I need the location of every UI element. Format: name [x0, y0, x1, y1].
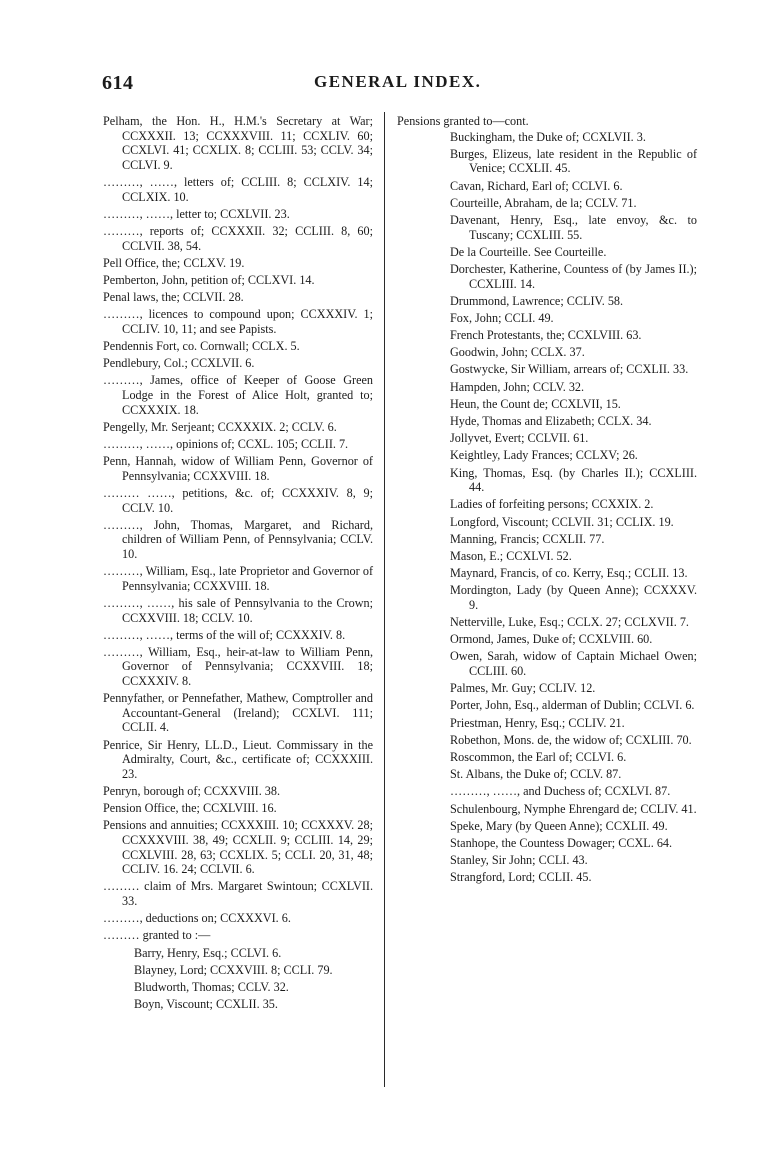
- index-entry: Mordington, Lady (by Queen Anne); CCXXXV. 9.: [450, 583, 697, 612]
- index-entry: ………, ……, and Duchess of; CCXLVI. 87.: [450, 784, 671, 799]
- index-entry: Pendennis Fort, co. Cornwall; CCLX. 5.: [103, 339, 300, 354]
- index-entry: Jollyvet, Evert; CCLVII. 61.: [450, 431, 589, 446]
- index-entry: St. Albans, the Duke of; CCLV. 87.: [450, 767, 622, 782]
- index-entry: ……… claim of Mrs. Margaret Swintoun; CCXLVII. 33.: [103, 879, 373, 908]
- index-entry: ………, William, Esq., late Proprietor and Governor of Pennsylvania; CCXXVIII. 18.: [103, 564, 373, 593]
- index-entry: ………, ……, letter to; CCXLVII. 23.: [103, 206, 290, 221]
- index-entry: ………, reports of; CCXXXII. 32; CCLIII. 8, 60; CCLVII. 38, 54.: [103, 223, 373, 253]
- index-entry: Pemberton, John, petition of; CCLXVI. 14.: [103, 272, 315, 287]
- index-entry: Davenant, Henry, Esq., late envoy, &c. to Tuscany; CCXLIII. 55.: [450, 212, 697, 242]
- index-entry: Penryn, borough of; CCXXVIII. 38.: [103, 784, 281, 798]
- index-entry: De la Courteille. See Courteille.: [450, 244, 607, 259]
- index-entry: Pengelly, Mr. Serjeant; CCXXXIX. 2; CCLV. 6.: [103, 419, 337, 434]
- index-entry: Keightley, Lady Frances; CCLXV; 26.: [450, 448, 638, 463]
- index-entry: ………, James, office of Keeper of Goose Green Lodge in the Forest of Alice Holt, granted to; CCXXXIX. 18.: [103, 373, 373, 417]
- index-entry: ……… ……, petitions, &c. of; CCXXXIV. 8, 9; CCLV. 10.: [103, 485, 373, 515]
- index-entry: Pennyfather, or Pennefather, Mathew, Comptroller and Accountant-General (Ireland); CCXLVI. 111; CCLII. 4.: [103, 691, 373, 735]
- index-entry: ………, ……, letters of; CCLIII. 8; CCLXIV. 14; CCLXIX. 10.: [103, 174, 373, 204]
- index-entry: ………, ……, opinions of; CCXL. 105; CCLII. 7.: [103, 437, 349, 451]
- index-entry: Dorchester, Katherine, Countess of (by James II.); CCXLIII. 14.: [450, 261, 697, 291]
- index-entry: Ladies of forfeiting persons; CCXXIX. 2.: [450, 497, 654, 512]
- index-entry: Stanhope, the Countess Dowager; CCXL. 64.: [450, 835, 673, 850]
- left-column: [103, 114, 373, 1014]
- index-entry: ………, ……, his sale of Pennsylvania to the Crown; CCXXVIII. 18; CCLV. 10.: [103, 595, 373, 625]
- index-entry: Blayney, Lord; CCXXVIII. 8; CCLI. 79.: [134, 962, 333, 977]
- index-entry: Stanley, Sir John; CCLI. 43.: [450, 853, 588, 868]
- index-entry: Ormond, James, Duke of; CCXLVIII. 60.: [450, 632, 653, 647]
- index-entry: ………, ……, terms of the will of; CCXXXIV. 8.: [103, 627, 346, 642]
- index-entry: Porter, John, Esq., alderman of Dublin; CCLVI. 6.: [450, 698, 695, 713]
- index-entry: King, Thomas, Esq. (by Charles II.); CCXLIII. 44.: [450, 465, 697, 495]
- index-entry: Priestman, Henry, Esq.; CCLIV. 21.: [450, 715, 625, 730]
- index-entry: Pendlebury, Col.; CCXLVII. 6.: [103, 356, 255, 371]
- index-entry: Boyn, Viscount; CCXLII. 35.: [134, 997, 278, 1012]
- index-entry: Robethon, Mons. de, the widow of; CCXLIII. 70.: [450, 732, 692, 747]
- index-entry: ………, William, Esq., heir-at-law to William Penn, Governor of Pennsylvania; CCXXVIII. 18; CCXXXIV. 8.: [103, 644, 373, 689]
- index-entry: Barry, Henry, Esq.; CCLVI. 6.: [134, 945, 282, 960]
- index-entry: Speke, Mary (by Queen Anne); CCXLII. 49.: [450, 818, 668, 833]
- index-entry: French Protestants, the; CCXLVIII. 63.: [450, 328, 642, 343]
- index-entry: ………, John, Thomas, Margaret, and Richard, children of William Penn, of Pennsylvania; CCLV. 10.: [103, 517, 373, 561]
- index-entry: Manning, Francis; CCXLII. 77.: [450, 531, 605, 546]
- index-entry: Bludworth, Thomas; CCLV. 32.: [134, 979, 289, 994]
- index-entry: Buckingham, the Duke of; CCXLVII. 3.: [450, 129, 646, 144]
- column-divider: [384, 112, 385, 1087]
- index-entry: Pension Office, the; CCXLVIII. 16.: [103, 801, 277, 816]
- index-entry: Longford, Viscount; CCLVII. 31; CCLIX. 19.: [450, 514, 674, 529]
- index-entry: Drummond, Lawrence; CCLIV. 58.: [450, 293, 624, 308]
- index-entry: Cavan, Richard, Earl of; CCLVI. 6.: [450, 178, 623, 193]
- index-entry: Goodwin, John; CCLX. 37.: [450, 345, 585, 360]
- index-entry: Palmes, Mr. Guy; CCLIV. 12.: [450, 681, 596, 696]
- index-entry: Pell Office, the; CCLXV. 19.: [103, 255, 245, 270]
- index-entry: Heun, the Count de; CCXLVII, 15.: [450, 396, 621, 411]
- index-entry: Mason, E.; CCXLVI. 52.: [450, 548, 572, 563]
- continued-heading: Pensions granted to—cont.: [397, 114, 529, 128]
- page-header: [102, 72, 702, 100]
- index-entry: Burges, Elizeus, late resident in the Republic of Venice; CCXLII. 45.: [450, 146, 697, 176]
- index-entry: ………, deductions on; CCXXXVI. 6.: [103, 911, 291, 926]
- index-entry: Hyde, Thomas and Elizabeth; CCLX. 34.: [450, 414, 652, 428]
- index-entry: Pelham, the Hon. H., H.M.'s Secretary at War; CCXXXII. 13; CCXXXVIII. 11; CCXLIV. 60; CCXLVI. 41; CCXLIX. 8; CCLIII. 53; CCLV. 34; CCLVI. 9.: [103, 114, 373, 172]
- index-entry: Strangford, Lord; CCLII. 45.: [450, 870, 592, 885]
- index-entry: Penrice, Sir Henry, LL.D., Lieut. Commissary in the Admiralty, Court, &c., certificate of; CCXXXIII. 23.: [103, 737, 373, 781]
- index-entry: Pensions and annuities; CCXXXIII. 10; CCXXXV. 28; CCXXXVIII. 38, 49; CCXLII. 9; CCLIII. 14, 29; CCXLVIII. 28, 63; CCXLIX. 5; CCLI. 20, 31, 48; CCLIV. 16. 24; CCLVII. 6.: [103, 818, 373, 877]
- index-entry: Penal laws, the; CCLVII. 28.: [103, 290, 244, 305]
- index-entry: Courteille, Abraham, de la; CCLV. 71.: [450, 195, 637, 210]
- index-entry: Hampden, John; CCLV. 32.: [450, 379, 585, 394]
- index-entry: Penn, Hannah, widow of William Penn, Governor of Pennsylvania; CCXXVIII. 18.: [103, 454, 373, 483]
- index-entry: Maynard, Francis, of co. Kerry, Esq.; CCLII. 13.: [450, 566, 688, 581]
- index-entry: Netterville, Luke, Esq.; CCLX. 27; CCLXVII. 7.: [450, 615, 689, 630]
- right-column: [397, 114, 697, 887]
- index-entry: Roscommon, the Earl of; CCLVI. 6.: [450, 749, 627, 764]
- running-head: GENERAL INDEX.: [314, 72, 482, 91]
- index-entry: ……… granted to :—: [103, 928, 211, 943]
- index-entry: Schulenbourg, Nymphe Ehrengard de; CCLIV. 41.: [450, 801, 697, 816]
- index-entry: Gostwycke, Sir William, arrears of; CCXLII. 33.: [450, 362, 689, 377]
- page-number: 614: [102, 72, 134, 94]
- index-entry: Owen, Sarah, widow of Captain Michael Owen; CCLIII. 60.: [450, 649, 697, 679]
- index-entry: Fox, John; CCLI. 49.: [450, 310, 554, 325]
- index-entry: ………, licences to compound upon; CCXXXIV. 1; CCLIV. 10, 11; and see Papists.: [103, 307, 373, 336]
